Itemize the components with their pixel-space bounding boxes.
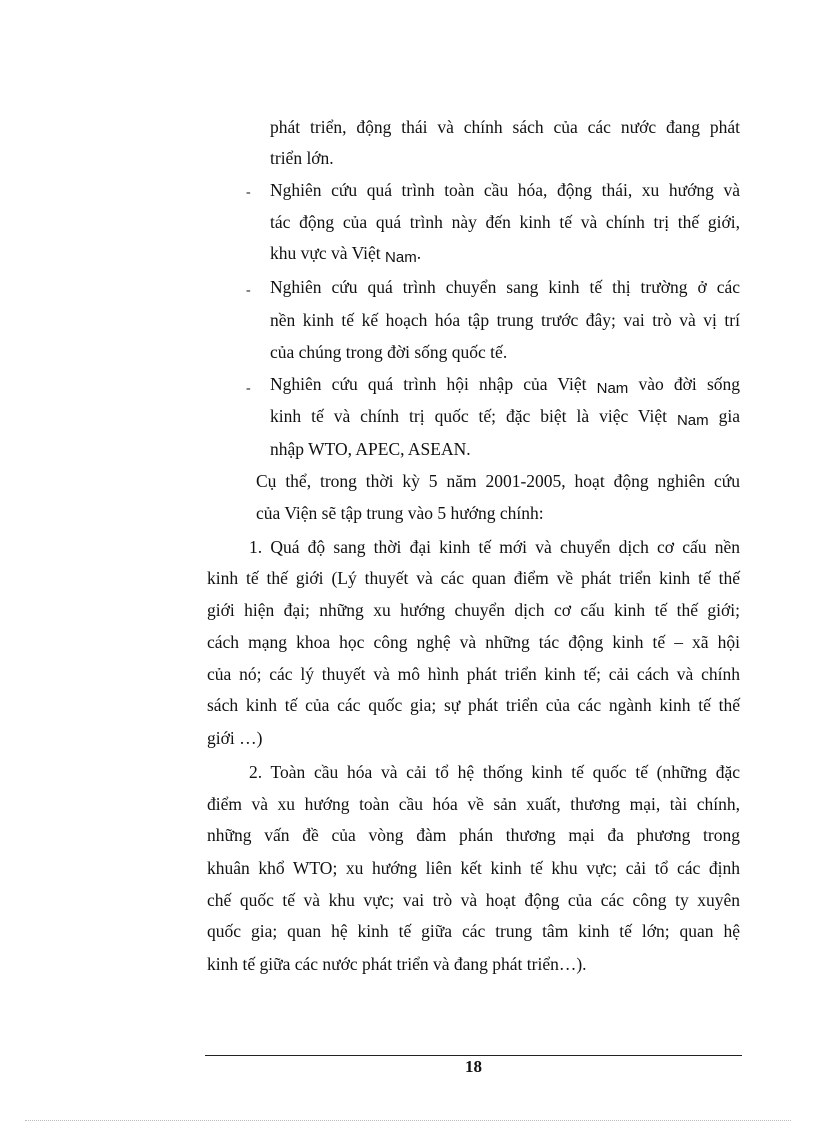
intro-line: phát triển, động thái và chính sách của các nước đang phát — [270, 117, 740, 137]
point-1-line: sách kinh tế của các quốc gia; sự phát triển của các ngành kinh tế thế — [207, 695, 740, 715]
summary-line: của Viện sẽ tập trung vào 5 hướng chính: — [256, 503, 544, 523]
point-1-line: kinh tế thế giới (Lý thuyết và các quan điểm về phát triển kinh tế thế — [207, 568, 740, 588]
point-2-line: khuân khổ WTO; xu hướng liên kết kinh tế khu vực; cải tổ các định — [207, 858, 740, 878]
point-2-line: 2. Toàn cầu hóa và cải tổ hệ thống kinh tế quốc tế (những đặc — [249, 762, 740, 782]
point-1-line: cách mạng khoa học công nghệ và những tác động kinh tế – xã hội — [207, 632, 740, 652]
point-2-line: điểm và xu hướng toàn cầu hóa về sản xuất, thương mại, tài chính, — [207, 794, 740, 814]
bullet-3-line: nhập WTO, APEC, ASEAN. — [270, 439, 471, 459]
point-1-line: giới hiện đại; những xu hướng chuyển dịch cơ cấu kinh tế thế giới; — [207, 600, 740, 620]
bullet-1-line: Nghiên cứu quá trình toàn cầu hóa, động thái, xu hướng và — [270, 180, 740, 200]
summary-line: Cụ thể, trong thời kỳ 5 năm 2001-2005, hoạt động nghiên cứu — [256, 471, 740, 491]
intro-line: triển lớn. — [270, 148, 334, 168]
bullet-marker: - — [246, 185, 251, 200]
bullet-marker: - — [246, 381, 251, 396]
bullet-2-line: của chúng trong đời sống quốc tế. — [270, 342, 508, 362]
bullet-3-line: Nghiên cứu quá trình hội nhập của Việt Nam vào đời sống — [270, 374, 740, 397]
bullet-3-line: kinh tế và chính trị quốc tế; đặc biệt là việc Việt Nam gia — [270, 406, 740, 429]
point-1-line: giới …) — [207, 728, 263, 748]
bullet-1-line: tác động của quá trình này đến kinh tế và chính trị thế giới, — [270, 212, 740, 232]
point-2-line: những vấn đề của vòng đàm phán thương mại đa phương trong — [207, 825, 740, 845]
bullet-2-line: Nghiên cứu quá trình chuyển sang kinh tế thị trường ở các — [270, 277, 740, 297]
point-1-line: của nó; các lý thuyết và mô hình phát triển kinh tế; cải cách và chính — [207, 664, 740, 684]
bullet-1-line: khu vực và Việt Nam. — [270, 243, 422, 266]
point-2-line: kinh tế giữa các nước phát triển và đang phát triển…). — [207, 954, 587, 974]
point-2-line: chế quốc tế và khu vực; vai trò và hoạt động của các công ty xuyên — [207, 890, 740, 910]
point-2-line: quốc gia; quan hệ kinh tế giữa các trung tâm kinh tế lớn; quan hệ — [207, 921, 740, 941]
bullet-marker: - — [246, 283, 251, 298]
point-1-line: 1. Quá độ sang thời đại kinh tế mới và chuyển dịch cơ cấu nền — [249, 537, 740, 557]
bullet-2-line: nền kinh tế kế hoạch hóa tập trung trước đây; vai trò và vị trí — [270, 310, 740, 330]
page-number: 18 — [465, 1057, 482, 1076]
page-edge-divider — [25, 1120, 791, 1121]
